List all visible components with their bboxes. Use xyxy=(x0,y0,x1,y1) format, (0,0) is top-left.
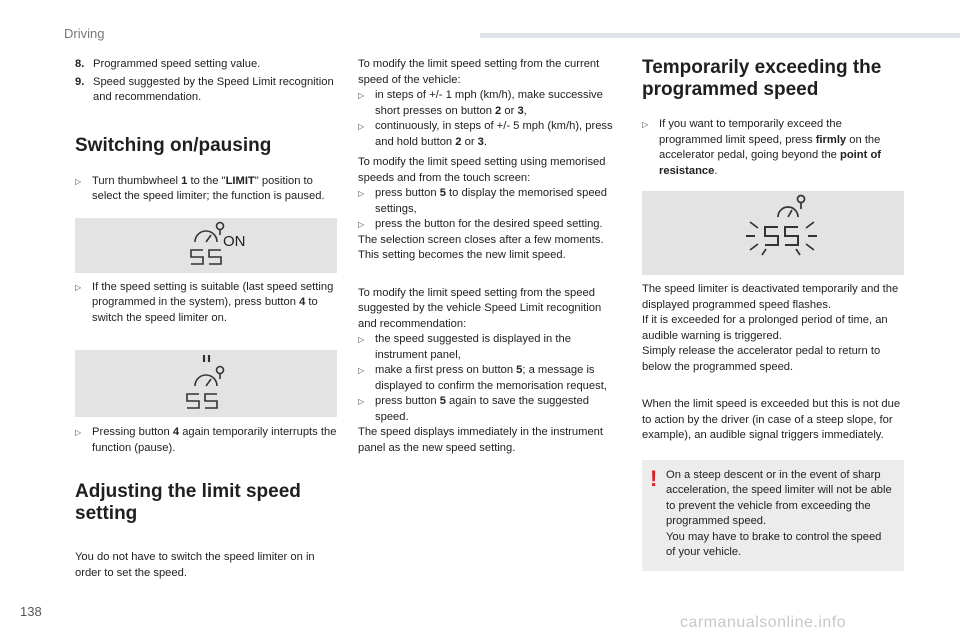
flashing-speed-icon xyxy=(642,191,904,275)
bullet-first-press: ▷ make a first press on button 5; a message is displayed to confirm the memorisation request, xyxy=(358,363,620,394)
warning-text-1: On a steep descent or in the event of sharp acceleration, the speed limiter will not be able to prevent the vehicle from exceeding the programmed speed. xyxy=(666,468,892,527)
bullet-steps-1: ▷ in steps of +/- 1 mph (km/h), make successive short presses on button 2 or 3, xyxy=(358,88,620,119)
column-2 xyxy=(358,57,620,456)
para-audible-signal: When the limit speed is exceeded but this is not due to action by the driver (in case of a steep slope, for example), an audible signal triggers immediately. xyxy=(642,398,901,441)
bullet-step-3: ▷ Pressing button 4 again temporarily interrupts the function (pause). xyxy=(75,425,337,456)
arrow-bullet-icon: ▷ xyxy=(358,366,365,375)
section-title-exceeding: Temporarily exceeding the programmed speed xyxy=(642,57,882,100)
legend-item-8 xyxy=(75,57,337,73)
para-speed-displays: The speed displays immediately in the instrument panel as the new speed setting. xyxy=(358,426,603,454)
para-suggested-speed: To modify the limit speed setting from the speed suggested by the vehicle Speed Limit recognition and recommendation: xyxy=(358,286,602,330)
bullet-desired-speed: ▷ press the button for the desired speed setting. xyxy=(358,217,620,233)
pause-speedometer-icon xyxy=(75,350,337,417)
bullet-step-1: ▷ Turn thumbwheel 1 to the "LIMIT" position to select the speed limiter; the function is paused. xyxy=(75,174,337,205)
bullet-suggested-displayed: ▷ the speed suggested is displayed in the instrument panel, xyxy=(358,332,620,363)
display-panel-pause xyxy=(75,350,337,417)
column-3 xyxy=(642,57,904,571)
bullet-press-again: ▷ press button 5 again to save the suggested speed. xyxy=(358,394,620,425)
section-header: Driving xyxy=(64,26,105,41)
para-new-limit: This setting becomes the new limit speed. xyxy=(358,249,566,261)
arrow-bullet-icon: ▷ xyxy=(358,189,365,198)
warning-box xyxy=(642,460,904,571)
on-label: ON xyxy=(223,232,246,250)
display-panel-on xyxy=(75,218,337,273)
speedometer-icon xyxy=(75,218,337,273)
item-number: 9. xyxy=(75,75,85,88)
arrow-bullet-icon: ▷ xyxy=(358,91,365,100)
arrow-bullet-icon: ▷ xyxy=(75,428,82,437)
para-screen-closes: The selection screen closes after a few moments. xyxy=(358,233,604,246)
item-number: 8. xyxy=(75,58,85,70)
legend-item-9 xyxy=(75,75,337,106)
arrow-bullet-icon: ▷ xyxy=(358,335,365,344)
arrow-bullet-icon: ▷ xyxy=(358,122,365,131)
para-prolonged: If it is exceeded for a prolonged period of time, an audible warning is triggered. xyxy=(642,314,888,342)
warning-icon: ! xyxy=(650,465,658,491)
para-deactivated: The speed limiter is deactivated temporarily and the displayed programmed speed flashes. xyxy=(642,283,899,311)
warning-text-2: You may have to brake to control the speed of your vehicle. xyxy=(666,530,882,558)
para-current-speed: To modify the limit speed setting from the current speed of the vehicle: xyxy=(358,58,600,86)
section-title-switching: Switching on/pausing xyxy=(75,134,272,156)
bullet-exceed: ▷ If you want to temporarily exceed the programmed limit speed, press firmly on the accelerator pedal, going beyond the point of resistance. xyxy=(642,117,904,179)
arrow-bullet-icon: ▷ xyxy=(75,176,82,186)
bullet-step-2: ▷ If the speed setting is suitable (last speed setting programmed in the system), press button 4 to switch the speed limiter on. xyxy=(75,280,337,327)
para-release-pedal: Simply release the accelerator pedal to return to below the programmed speed. xyxy=(642,345,881,373)
page-number: 138 xyxy=(20,604,42,619)
display-panel-flashing xyxy=(642,191,904,275)
bullet-steps-5: ▷ continuously, in steps of +/- 5 mph (km/h), press and hold button 2 or 3. xyxy=(358,119,620,150)
arrow-bullet-icon: ▷ xyxy=(358,397,365,406)
item-text: Programmed speed setting value. xyxy=(93,58,261,70)
item-text: Speed suggested by the Speed Limit recognition and recommendation. xyxy=(93,75,334,103)
arrow-bullet-icon: ▷ xyxy=(358,220,365,229)
watermark: carmanualsonline.info xyxy=(680,614,847,631)
section-title-adjusting: Adjusting the limit speed setting xyxy=(75,481,301,524)
arrow-bullet-icon: ▷ xyxy=(75,282,82,292)
adjusting-text: You do not have to switch the speed limiter on in order to set the speed. xyxy=(75,551,315,579)
column-1 xyxy=(75,57,337,581)
bullet-press-5: ▷ press button 5 to display the memorised speed settings, xyxy=(358,186,620,217)
header-bar xyxy=(480,33,960,38)
para-touch-screen: To modify the limit speed setting using memorised speeds and from the touch screen: xyxy=(358,156,606,184)
arrow-bullet-icon: ▷ xyxy=(642,120,649,129)
